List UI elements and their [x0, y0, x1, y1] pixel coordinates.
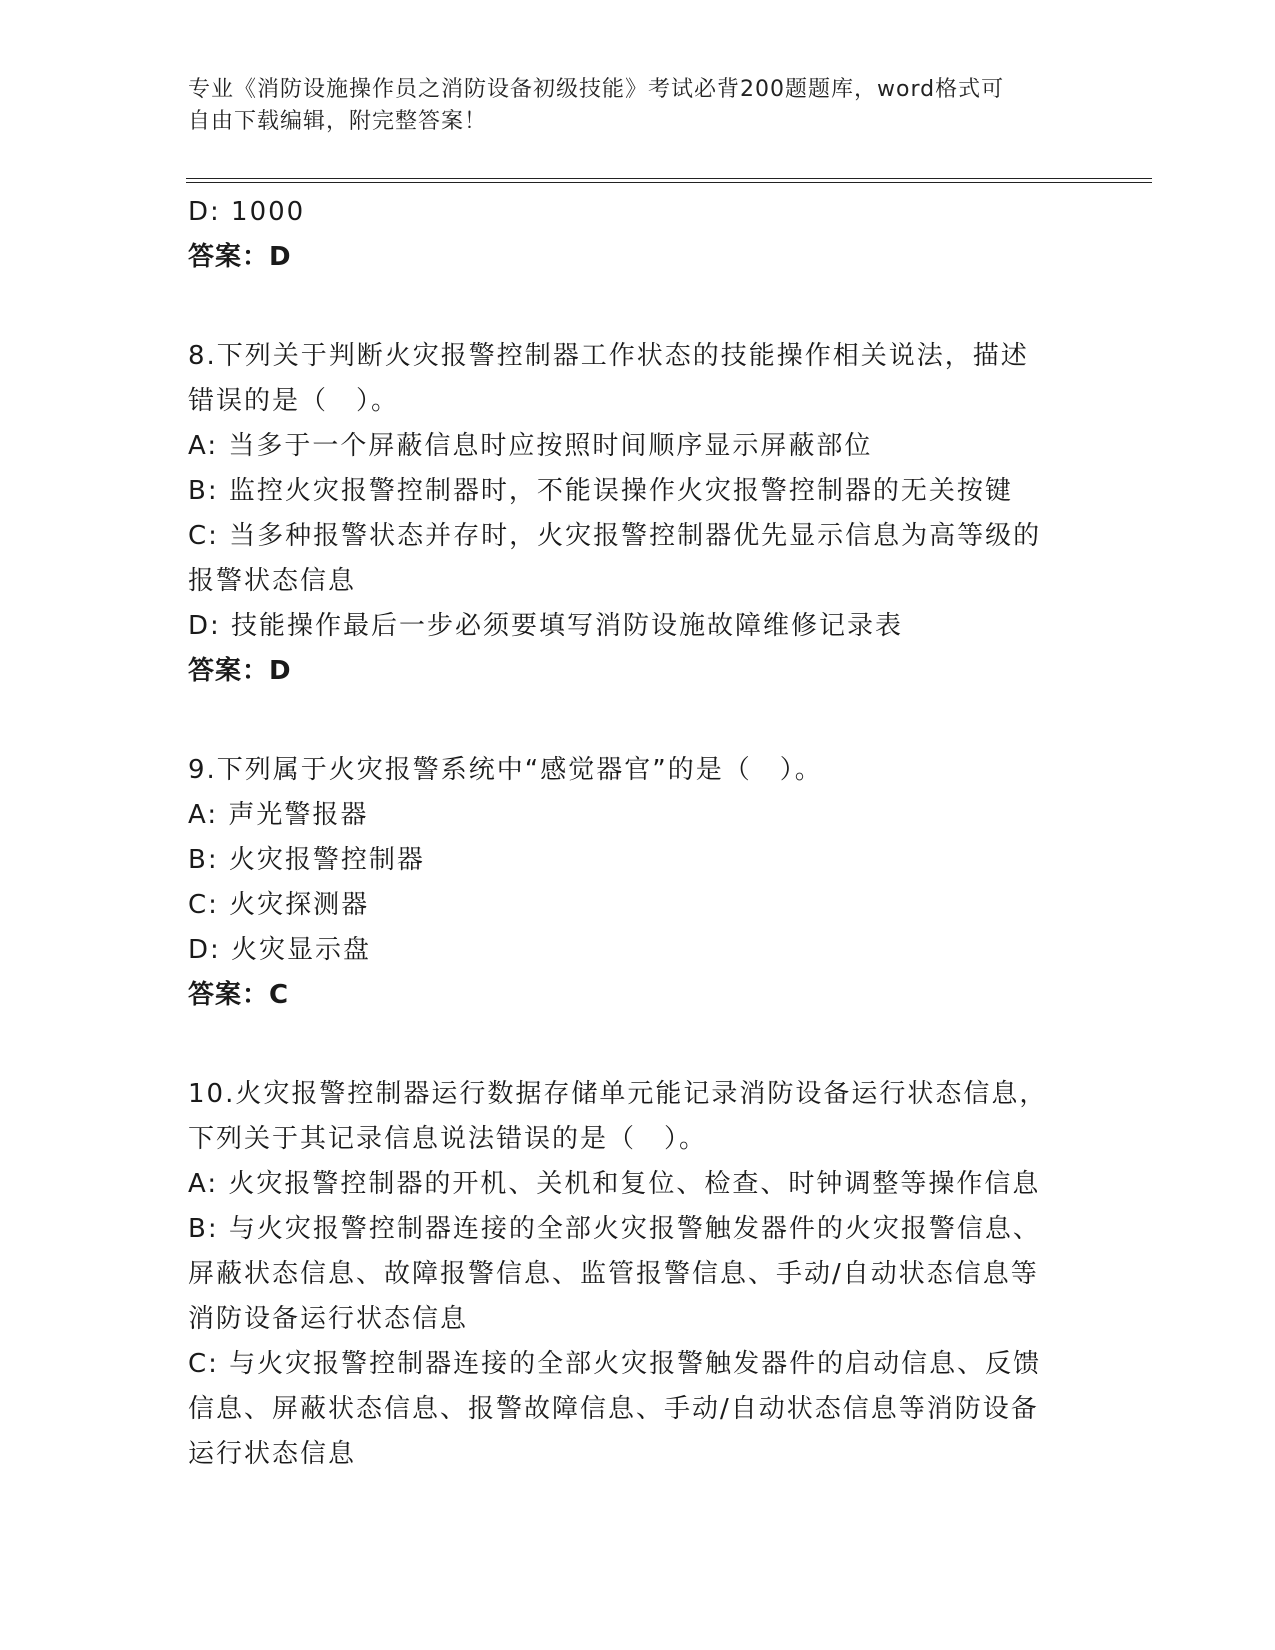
- spacer: [188, 1018, 1088, 1072]
- q9-option-b: B: 火灾报警控制器: [188, 845, 425, 875]
- q7-answer: 答案：D: [188, 242, 292, 272]
- q10-stem-line-2: 下列关于其记录信息说法错误的是（ ）。: [188, 1124, 708, 1154]
- q10-option-c-line-2: 信息、屏蔽状态信息、报警故障信息、手动/自动状态信息等消防设备: [188, 1394, 1039, 1424]
- q9-option-c: C: 火灾探测器: [188, 890, 370, 920]
- q7-option-d: D: 1000: [188, 197, 306, 227]
- q8-option-c-line-1: C: 当多种报警状态并存时，火灾报警控制器优先显示信息为高等级的: [188, 521, 1042, 551]
- header-line-1: 专业《消防设施操作员之消防设备初级技能》考试必背200题题库，word格式可: [188, 77, 1005, 102]
- q10-option-c-line-1: C: 与火灾报警控制器连接的全部火灾报警触发器件的启动信息、反馈: [188, 1349, 1042, 1379]
- q10-option-b-line-3: 消防设备运行状态信息: [188, 1304, 469, 1334]
- question-10: [188, 1072, 1088, 1477]
- spacer: [188, 280, 1088, 334]
- question-9: [188, 748, 1088, 1018]
- q10-option-a: A: 火灾报警控制器的开机、关机和复位、检查、时钟调整等操作信息: [188, 1169, 1041, 1199]
- q10-stem-line-1: 10.火灾报警控制器运行数据存储单元能记录消防设备运行状态信息，: [188, 1079, 1048, 1109]
- page-header: [188, 74, 1068, 138]
- question-7-tail: [188, 190, 1088, 280]
- q8-stem-line-2: 错误的是（ ）。: [188, 386, 400, 416]
- q10-option-b-line-1: B: 与火灾报警控制器连接的全部火灾报警触发器件的火灾报警信息、: [188, 1214, 1041, 1244]
- q8-answer: 答案：D: [188, 656, 292, 686]
- q9-option-a: A: 声光警报器: [188, 800, 369, 830]
- q9-answer: 答案：C: [188, 980, 290, 1010]
- header-line-2: 自由下载编辑，附完整答案！: [188, 109, 488, 134]
- q9-stem: 9.下列属于火灾报警系统中“感觉器官”的是（ ）。: [188, 755, 823, 785]
- q9-option-d: D: 火灾显示盘: [188, 935, 372, 965]
- q8-option-d: D: 技能操作最后一步必须要填写消防设施故障维修记录表: [188, 611, 904, 641]
- spacer: [188, 694, 1088, 748]
- q8-option-b: B: 监控火灾报警控制器时，不能误操作火灾报警控制器的无关按键: [188, 476, 1013, 506]
- q8-stem-line-1: 8.下列关于判断火灾报警控制器工作状态的技能操作相关说法，描述: [188, 341, 1029, 371]
- q10-option-b-line-2: 屏蔽状态信息、故障报警信息、监管报警信息、手动/自动状态信息等: [188, 1259, 1039, 1289]
- q8-option-c-line-2: 报警状态信息: [188, 566, 357, 596]
- q10-option-c-line-3: 运行状态信息: [188, 1439, 357, 1469]
- header-divider: [186, 178, 1152, 183]
- question-8: [188, 334, 1088, 694]
- document-body: [188, 190, 1088, 1477]
- q8-option-a: A: 当多于一个屏蔽信息时应按照时间顺序显示屏蔽部位: [188, 431, 873, 461]
